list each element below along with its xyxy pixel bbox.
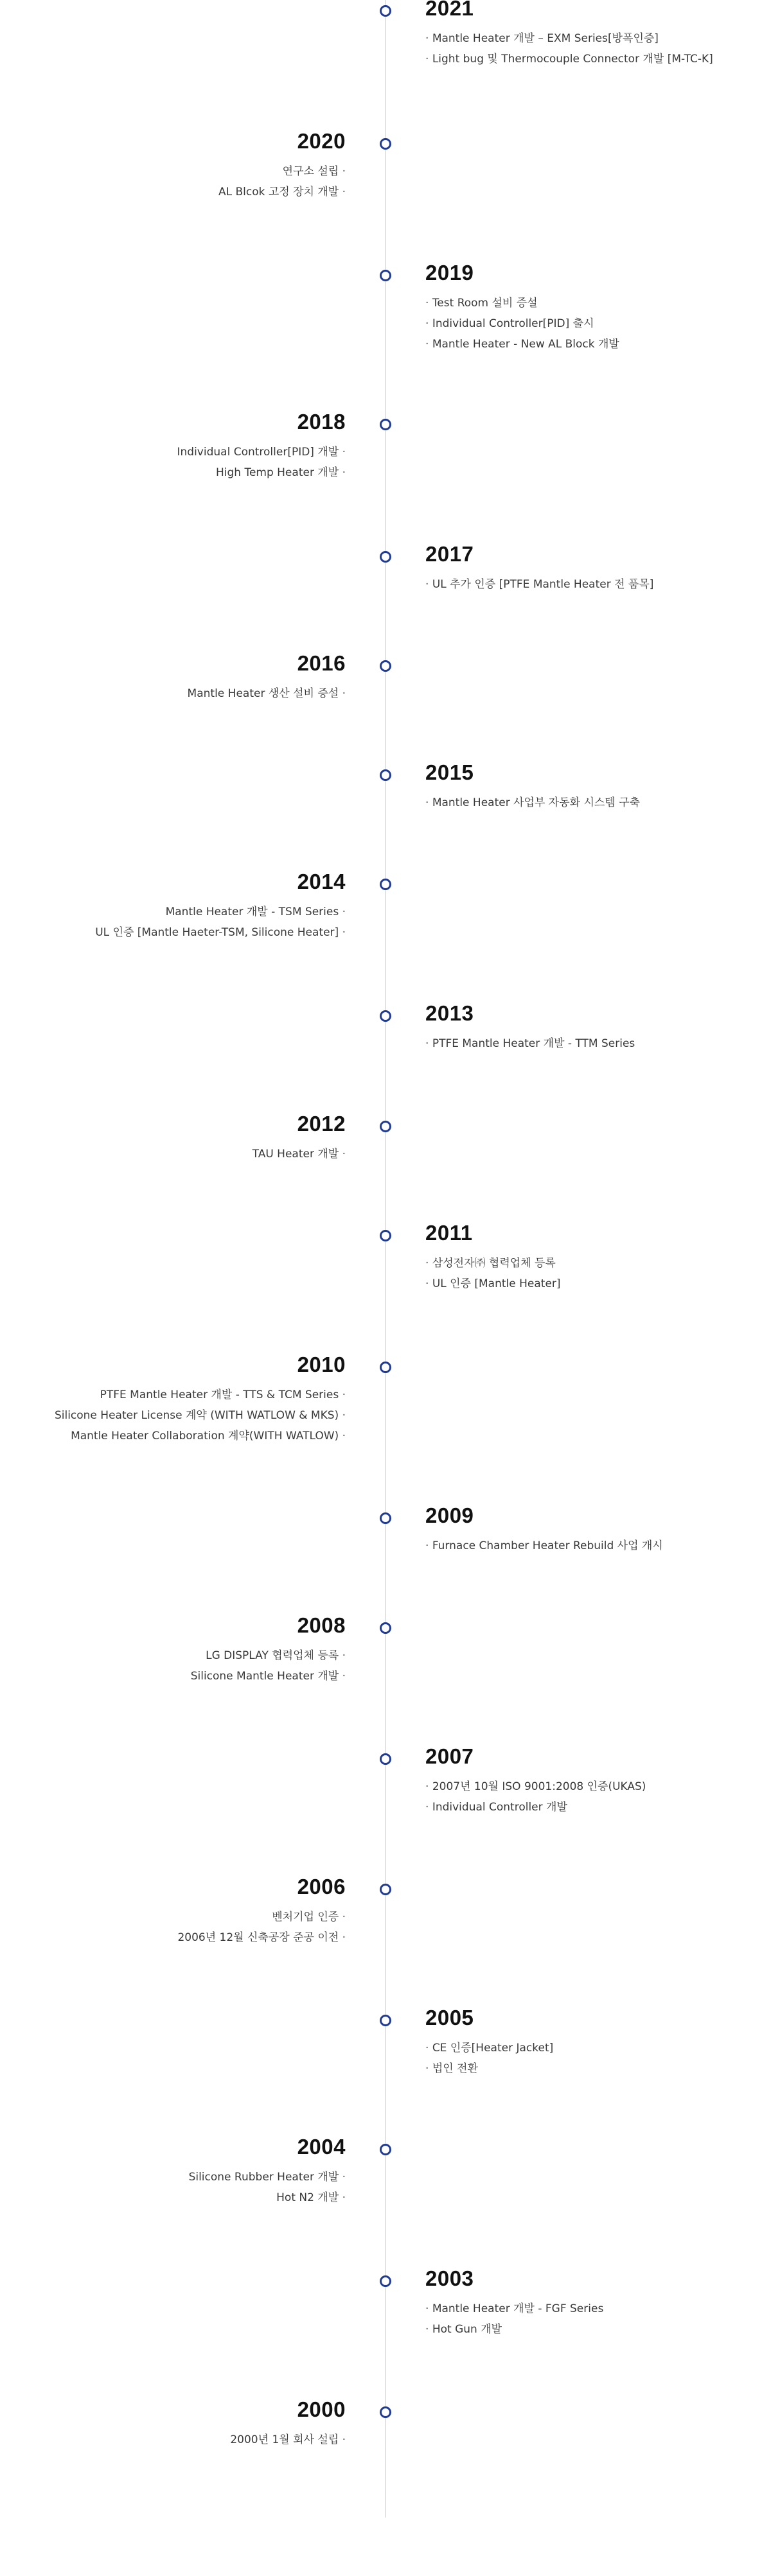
history-item: · 2007년 10월 ISO 9001:2008 인증(UKAS): [425, 1776, 759, 1797]
history-item: · Individual Controller[PID] 출시: [425, 313, 759, 334]
history-entry-2013: [425, 1003, 759, 1054]
history-entry-2016: [12, 653, 346, 704]
timeline-dot-icon: [380, 5, 391, 17]
history-item: · Light bug 및 Thermocouple Connector 개발 [M-TC-K]: [425, 49, 759, 69]
year-label: 2017: [425, 542, 474, 566]
history-entry-2004: [12, 2136, 346, 2208]
history-entry-2005: [425, 2007, 759, 2079]
year-label: 2008: [297, 1613, 346, 1637]
history-item: UL 인증 [Mantle Haeter-TSM, Silicone Heater] ·: [12, 922, 346, 943]
year-label: 2010: [297, 1353, 346, 1376]
history-item-list: [12, 2167, 346, 2208]
history-item: · Mantle Heater 개발 – EXM Series[방폭인증]: [425, 28, 759, 49]
history-item-list: [12, 1144, 346, 1164]
year-label: 2016: [297, 651, 346, 675]
history-entry-2007: [425, 1746, 759, 1818]
timeline-dot-icon: [380, 879, 391, 890]
history-item-list: [12, 902, 346, 943]
history-entry-2020: [12, 130, 346, 202]
history-item: · Individual Controller 개발: [425, 1797, 759, 1818]
history-entry-2008: [12, 1615, 346, 1687]
timeline-axis: [385, 0, 386, 2518]
timeline-dot-icon: [380, 1010, 391, 1022]
history-item: Mantle Heater 개발 - TSM Series ·: [12, 902, 346, 922]
history-item: · CE 인증[Heater Jacket]: [425, 2038, 759, 2058]
year-label: 2015: [425, 760, 474, 784]
history-entry-2000: [12, 2399, 346, 2450]
history-item-list: [425, 28, 759, 69]
history-item-list: [12, 1645, 346, 1687]
history-entry-2018: [12, 411, 346, 483]
timeline-dot-icon: [380, 2015, 391, 2026]
timeline-dot-icon: [380, 270, 391, 281]
history-item: Mantle Heater 생산 설비 증설 ·: [12, 683, 346, 704]
history-item: · Furnace Chamber Heater Rebuild 사업 개시: [425, 1536, 759, 1556]
year-label: 2009: [425, 1503, 474, 1527]
history-item: Silicone Rubber Heater 개발 ·: [12, 2167, 346, 2187]
history-item-list: [425, 1033, 759, 1054]
timeline-dot-icon: [380, 2144, 391, 2155]
history-item: PTFE Mantle Heater 개발 - TTS & TCM Series ·: [12, 1385, 346, 1405]
history-item: · 삼성전자㈜ 협력업체 등록: [425, 1253, 759, 1274]
timeline-dot-icon: [380, 1512, 391, 1524]
year-label: 2004: [297, 2135, 346, 2159]
history-item-list: [12, 161, 346, 202]
history-item-list: [425, 2299, 759, 2340]
history-entry-2017: [425, 543, 759, 595]
history-item: · Mantle Heater 사업부 자동화 시스템 구축: [425, 793, 759, 813]
timeline-dot-icon: [380, 660, 391, 672]
history-entry-2011: [425, 1222, 759, 1294]
history-item-list: [425, 293, 759, 355]
history-entry-2010: [12, 1354, 346, 1446]
year-label: 2012: [297, 1112, 346, 1135]
timeline-dot-icon: [380, 1362, 391, 1373]
timeline-dot-icon: [380, 1884, 391, 1895]
timeline-dot-icon: [380, 1121, 391, 1132]
timeline-dot-icon: [380, 138, 391, 150]
year-label: 2019: [425, 261, 474, 285]
timeline-dot-icon: [380, 1230, 391, 1241]
history-item-list: [12, 2430, 346, 2450]
history-item: AL Blcok 고정 장치 개발 ·: [12, 182, 346, 202]
history-item: LG DISPLAY 협력업체 등록 ·: [12, 1645, 346, 1666]
history-item: Individual Controller[PID] 개발 ·: [12, 442, 346, 462]
history-item: · Mantle Heater 개발 - FGF Series: [425, 2299, 759, 2319]
year-label: 2020: [297, 129, 346, 153]
history-item: · UL 인증 [Mantle Heater]: [425, 1274, 759, 1294]
history-entry-2003: [425, 2268, 759, 2340]
history-item: · 법인 전환: [425, 2058, 759, 2079]
history-item: Hot N2 개발 ·: [12, 2187, 346, 2208]
history-entry-2019: [425, 262, 759, 355]
history-entry-2014: [12, 871, 346, 943]
timeline-dot-icon: [380, 1622, 391, 1634]
history-item: Mantle Heater Collaboration 계약(WITH WATLOW) ·: [12, 1426, 346, 1446]
history-item-list: [12, 683, 346, 704]
timeline-dot-icon: [380, 2275, 391, 2287]
year-label: 2007: [425, 1744, 474, 1768]
history-item-list: [12, 442, 346, 483]
history-item: · Mantle Heater - New AL Block 개발: [425, 334, 759, 355]
history-item: · Test Room 설비 증설: [425, 293, 759, 313]
history-item: 연구소 설립 ·: [12, 161, 346, 182]
history-entry-2006: [12, 1876, 346, 1948]
history-item: 2006년 12월 신축공장 준공 이전 ·: [12, 1927, 346, 1948]
year-label: 2011: [425, 1221, 473, 1245]
history-item-list: [425, 1253, 759, 1294]
history-item: · PTFE Mantle Heater 개발 - TTM Series: [425, 1033, 759, 1054]
timeline-dot-icon: [380, 419, 391, 430]
history-item: · Hot Gun 개발: [425, 2319, 759, 2340]
year-label: 2013: [425, 1001, 474, 1025]
history-item-list: [425, 1536, 759, 1556]
timeline-dot-icon: [380, 1753, 391, 1765]
history-entry-2009: [425, 1505, 759, 1556]
year-label: 2000: [297, 2397, 346, 2421]
history-item-list: [12, 1907, 346, 1948]
history-item-list: [425, 2038, 759, 2079]
history-item: 벤처기업 인증 ·: [12, 1907, 346, 1927]
year-label: 2018: [297, 410, 346, 434]
timeline-dot-icon: [380, 769, 391, 781]
history-item-list: [425, 1776, 759, 1818]
history-item-list: [425, 574, 759, 595]
history-item: TAU Heater 개발 ·: [12, 1144, 346, 1164]
history-entry-2015: [425, 762, 759, 813]
year-label: 2005: [425, 2006, 474, 2029]
history-item: High Temp Heater 개발 ·: [12, 462, 346, 483]
history-item: Silicone Heater License 계약 (WITH WATLOW & MKS) ·: [12, 1405, 346, 1426]
history-item: Silicone Mantle Heater 개발 ·: [12, 1666, 346, 1687]
history-entry-2012: [12, 1113, 346, 1164]
timeline-dot-icon: [380, 2406, 391, 2418]
history-item-list: [12, 1385, 346, 1446]
history-item-list: [425, 793, 759, 813]
history-entry-2021: [425, 0, 759, 69]
year-label: 2003: [425, 2266, 474, 2290]
history-item: 2000년 1월 회사 설립 ·: [12, 2430, 346, 2450]
year-label: 2021: [425, 0, 474, 20]
timeline-dot-icon: [380, 551, 391, 563]
history-item: · UL 추가 인증 [PTFE Mantle Heater 전 품목]: [425, 574, 759, 595]
year-label: 2006: [297, 1875, 346, 1898]
year-label: 2014: [297, 870, 346, 893]
